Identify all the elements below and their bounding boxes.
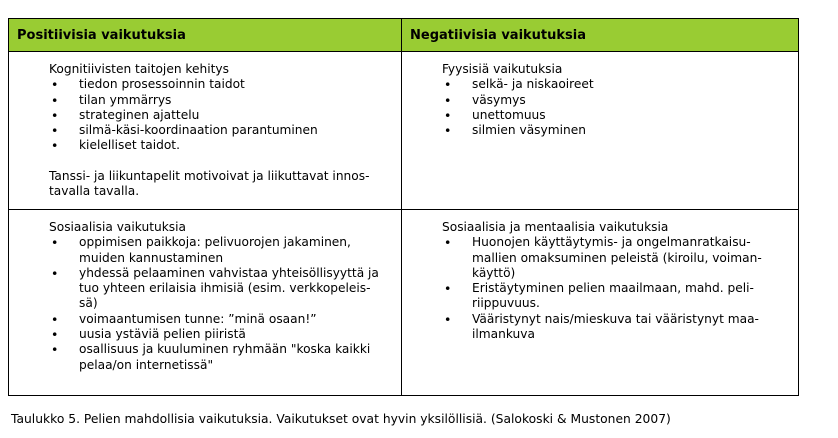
cell-social-effects (9, 210, 402, 396)
list-item: • Eristäytyminen pelien maailmaan, mahd. peli-riippuvuus. (442, 281, 780, 312)
header-negative: Negatiivisia vaikutuksia (402, 19, 799, 52)
bullet-list (49, 235, 383, 373)
bullet-list (442, 235, 780, 342)
list-item: • Huonojen käyttäytymis- ja ongelmanratkaisu-mallien omaksuminen peleistä (kiroilu, voiman-käyttö) (442, 235, 780, 281)
cell-physical-effects (402, 52, 799, 210)
bullet-list (442, 77, 780, 138)
cell-social-mental-effects (402, 210, 799, 396)
cell-title: Sosiaalisia vaikutuksia (49, 220, 186, 234)
list-item: • strateginen ajattelu (49, 108, 383, 123)
cell-cognitive-effects (9, 52, 402, 210)
list-item: • oppimisen paikkoja: pelivuorojen jakaminen, muiden kannustaminen (49, 235, 383, 266)
table-header-row (9, 19, 799, 52)
bullet-list (49, 77, 383, 153)
list-item: • kielelliset taidot. (49, 138, 383, 153)
cell-title: Sosiaalisia ja mentaalisia vaikutuksia (442, 220, 669, 234)
list-item: • tiedon prosessoinnin taidot (49, 77, 383, 92)
list-item: • tilan ymmärrys (49, 93, 383, 108)
cell-note: Tanssi- ja liikuntapelit motivoivat ja liikuttavat innos-tavalla tavalla. (49, 168, 370, 199)
list-item: • uusia ystäviä pelien piiristä (49, 327, 383, 342)
effects-table (8, 18, 799, 396)
list-item: • Vääristynyt nais/mieskuva tai vääristynyt maa-ilmankuva (442, 312, 780, 343)
cell-title: Fyysisiä vaikutuksia (442, 62, 563, 76)
list-item: • osallisuus ja kuuluminen ryhmään "koska kaikki pelaa/on internetissä" (49, 342, 383, 373)
list-item: • voimaantumisen tunne: ”minä osaan!” (49, 312, 383, 327)
list-item: • selkä- ja niskaoireet (442, 77, 780, 92)
list-item: • väsymys (442, 93, 780, 108)
list-item: • unettomuus (442, 108, 780, 123)
list-item: • silmä-käsi-koordinaation parantuminen (49, 123, 383, 138)
cell-title: Kognitiivisten taitojen kehitys (49, 62, 229, 76)
header-positive: Positiivisia vaikutuksia (9, 19, 402, 52)
table-row (9, 210, 799, 396)
list-item: • yhdessä pelaaminen vahvistaa yhteisöllisyyttä ja tuo yhteen erilaisia ihmisiä (esim. verkkopeleis-sä) (49, 266, 383, 312)
table-row (9, 52, 799, 210)
list-item: • silmien väsyminen (442, 123, 780, 138)
table-caption: Taulukko 5. Pelien mahdollisia vaikutuksia. Vaikutukset ovat hyvin yksilöllisiä. (Salokoski & Mustonen 2007) (11, 412, 671, 426)
